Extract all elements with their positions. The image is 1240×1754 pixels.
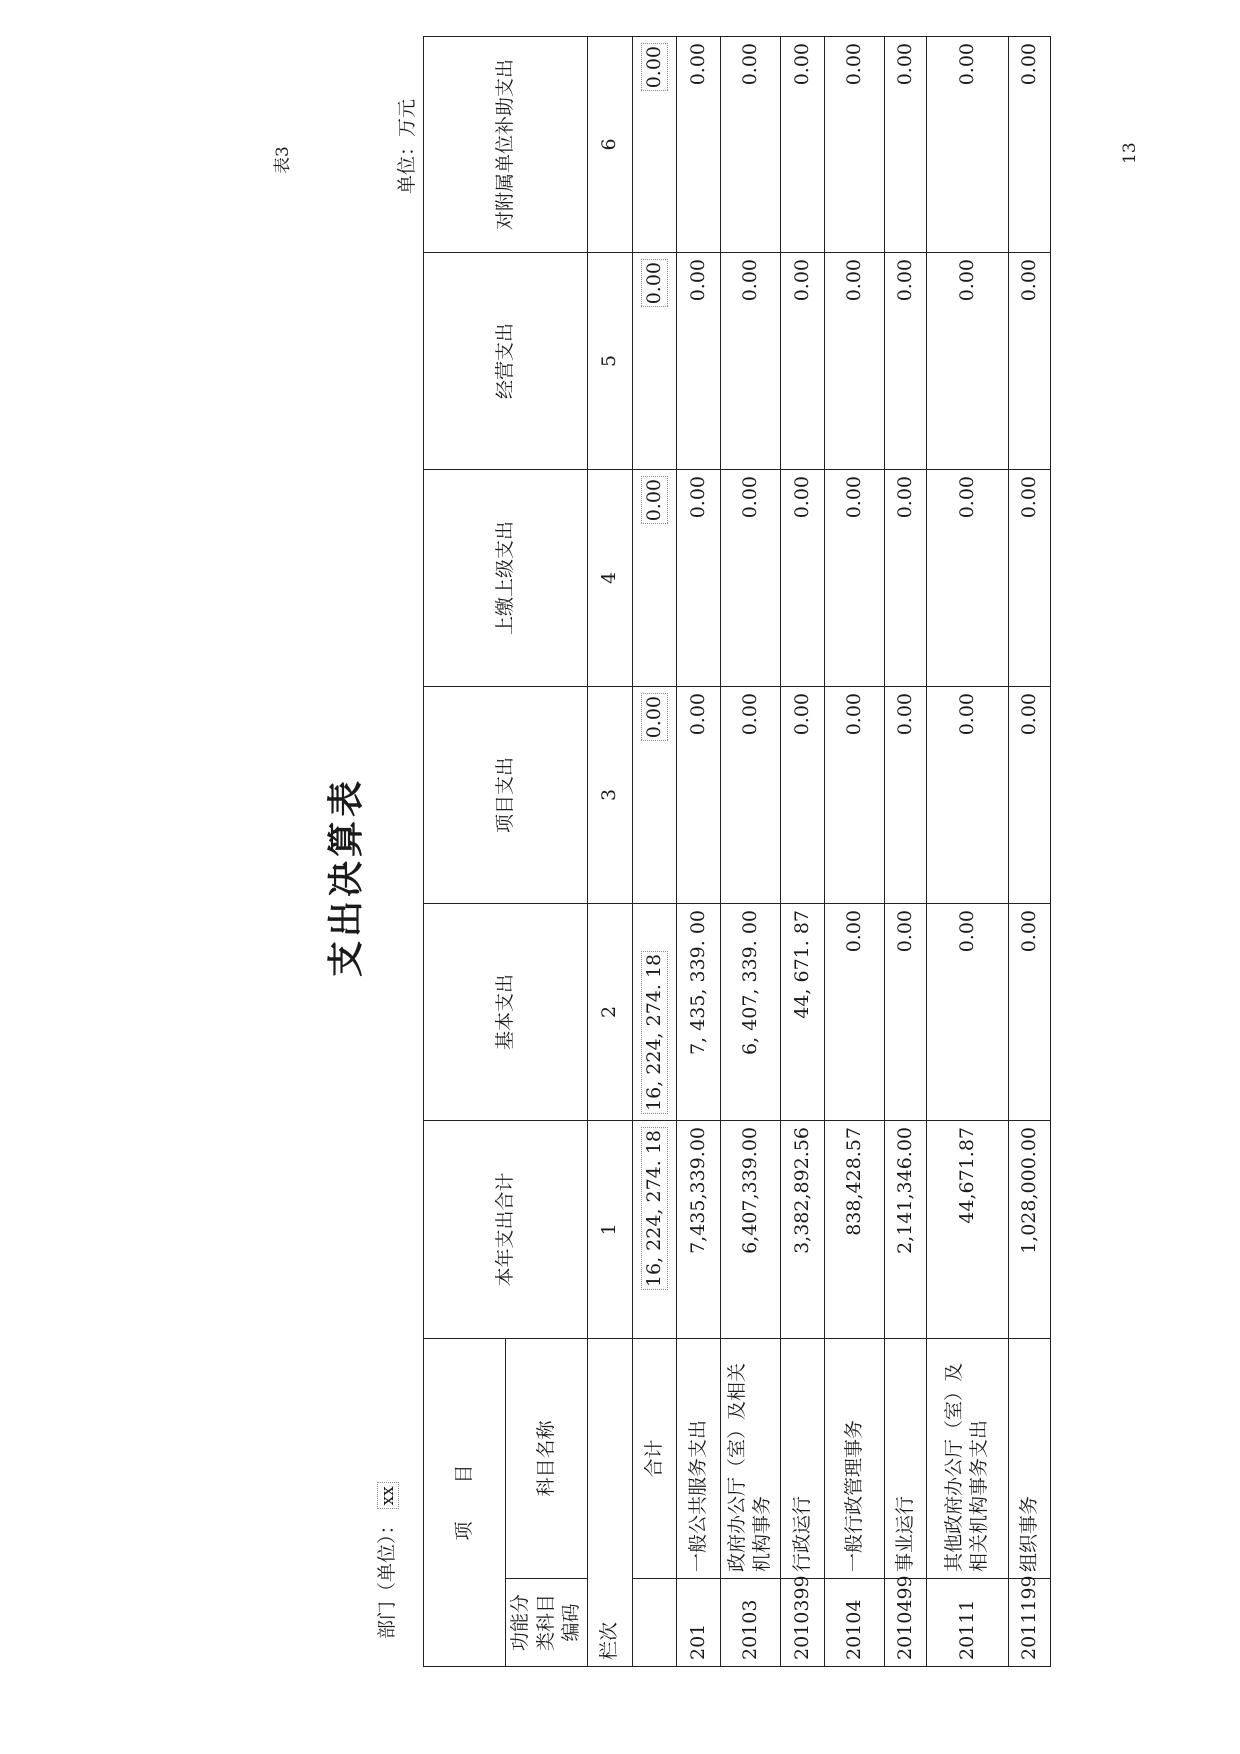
row-value: 0.00	[884, 36, 926, 252]
total-value-5	[632, 252, 676, 469]
total-value-text: 0.00	[641, 693, 669, 741]
row-code: 20111	[926, 1579, 1008, 1667]
row-value: 0.00	[780, 686, 824, 903]
row-value: 0.00	[1008, 686, 1050, 903]
page-number: 13	[1120, 142, 1140, 164]
row-name: 政府办公厅（室）及相关机构事务	[720, 1338, 780, 1578]
row-value: 0.00	[824, 686, 884, 903]
row-name: 组织事务	[1008, 1338, 1050, 1578]
total-value-text: 0.00	[641, 476, 669, 524]
col-number: 1	[587, 1120, 632, 1338]
row-value: 0.00	[780, 252, 824, 469]
row-value: 0.00	[824, 252, 884, 469]
expenditure-table	[423, 36, 1051, 1667]
row-code: 2011199	[1008, 1579, 1050, 1667]
col-number: 4	[587, 469, 632, 686]
row-value: 6, 407, 339. 00	[720, 903, 780, 1120]
row-value: 0.00	[1008, 36, 1050, 252]
column-number-row	[587, 36, 632, 1666]
table-row	[720, 36, 780, 1666]
header-name: 科目名称	[506, 1338, 588, 1578]
row-value: 0.00	[720, 252, 780, 469]
row-value: 0.00	[824, 36, 884, 252]
row-value: 0.00	[676, 252, 720, 469]
row-value: 2,141,346.00	[884, 1120, 926, 1338]
row-value: 0.00	[884, 469, 926, 686]
total-value-text: 0.00	[641, 259, 669, 307]
row-name: 事业运行	[884, 1338, 926, 1578]
header-item: 项 目	[424, 1338, 506, 1666]
row-value: 0.00	[780, 36, 824, 252]
row-code: 201	[676, 1579, 720, 1667]
row-value: 0.00	[1008, 469, 1050, 686]
row-value: 3,382,892.56	[780, 1120, 824, 1338]
row-name: 一般公共服务支出	[676, 1338, 720, 1578]
total-value-1	[632, 1120, 676, 1338]
col-header-6: 对附属单位补助支出	[424, 36, 588, 252]
col-number: 6	[587, 36, 632, 252]
row-value: 838,428.57	[824, 1120, 884, 1338]
row-value: 0.00	[926, 686, 1008, 903]
row-value: 0.00	[676, 686, 720, 903]
total-code	[632, 1579, 676, 1667]
table-row	[780, 36, 824, 1666]
table-row	[884, 36, 926, 1666]
total-value-text: 16, 224, 274. 18	[641, 951, 669, 1114]
row-value: 0.00	[884, 686, 926, 903]
row-value: 0.00	[884, 252, 926, 469]
row-value: 0.00	[676, 469, 720, 686]
row-name: 其他政府办公厅（室）及相关机构事务支出	[926, 1338, 1008, 1578]
table-row	[676, 36, 720, 1666]
row-value: 0.00	[780, 469, 824, 686]
row-code: 20103	[720, 1579, 780, 1667]
department-label: 部门（单位）：	[376, 1515, 398, 1639]
row-value: 44,671.87	[926, 1120, 1008, 1338]
col-number: 2	[587, 903, 632, 1120]
col-number: 5	[587, 252, 632, 469]
header-code: 功能分类科目编码	[506, 1579, 588, 1667]
unit-label: 单位：万元	[396, 98, 418, 194]
row-code: 2010399	[780, 1579, 824, 1667]
row-value: 44, 671. 87	[780, 903, 824, 1120]
row-value: 0.00	[1008, 252, 1050, 469]
total-label: 合计	[632, 1338, 676, 1578]
total-value-2	[632, 903, 676, 1120]
total-row	[632, 36, 676, 1666]
row-value: 0.00	[676, 36, 720, 252]
row-code: 2010499	[884, 1579, 926, 1667]
header-lanci: 栏次	[587, 1338, 632, 1666]
total-value-6	[632, 36, 676, 252]
total-value-text: 0.00	[641, 43, 669, 91]
row-code: 20104	[824, 1579, 884, 1667]
row-value: 1,028,000.00	[1008, 1120, 1050, 1338]
row-value: 7,435,339.00	[676, 1120, 720, 1338]
col-number: 3	[587, 686, 632, 903]
table-row	[824, 36, 884, 1666]
col-header-2: 基本支出	[424, 903, 588, 1120]
table-row	[1008, 36, 1050, 1666]
row-value: 0.00	[926, 36, 1008, 252]
row-value: 0.00	[720, 36, 780, 252]
col-header-3: 项目支出	[424, 686, 588, 903]
department-value: xx	[377, 1482, 399, 1509]
row-value: 6,407,339.00	[720, 1120, 780, 1338]
row-name: 行政运行	[780, 1338, 824, 1578]
row-value: 0.00	[926, 903, 1008, 1120]
page-title: 支出决算表	[325, 777, 367, 978]
table-number: 表3	[273, 146, 293, 174]
col-header-4: 上缴上级支出	[424, 469, 588, 686]
total-value-4	[632, 469, 676, 686]
total-value-text: 16, 224, 274. 18	[641, 1127, 669, 1290]
col-header-5: 经营支出	[424, 252, 588, 469]
row-value: 0.00	[720, 686, 780, 903]
row-name: 一般行政管理事务	[824, 1338, 884, 1578]
table-row	[926, 36, 1008, 1666]
row-value: 7, 435, 339. 00	[676, 903, 720, 1120]
row-value: 0.00	[1008, 903, 1050, 1120]
col-header-1: 本年支出合计	[424, 1120, 588, 1338]
row-value: 0.00	[926, 469, 1008, 686]
header-row	[424, 36, 506, 1666]
total-value-3	[632, 686, 676, 903]
row-value: 0.00	[720, 469, 780, 686]
row-value: 0.00	[824, 903, 884, 1120]
row-value: 0.00	[926, 252, 1008, 469]
department-line	[372, 1482, 399, 1639]
row-value: 0.00	[824, 469, 884, 686]
row-value: 0.00	[884, 903, 926, 1120]
